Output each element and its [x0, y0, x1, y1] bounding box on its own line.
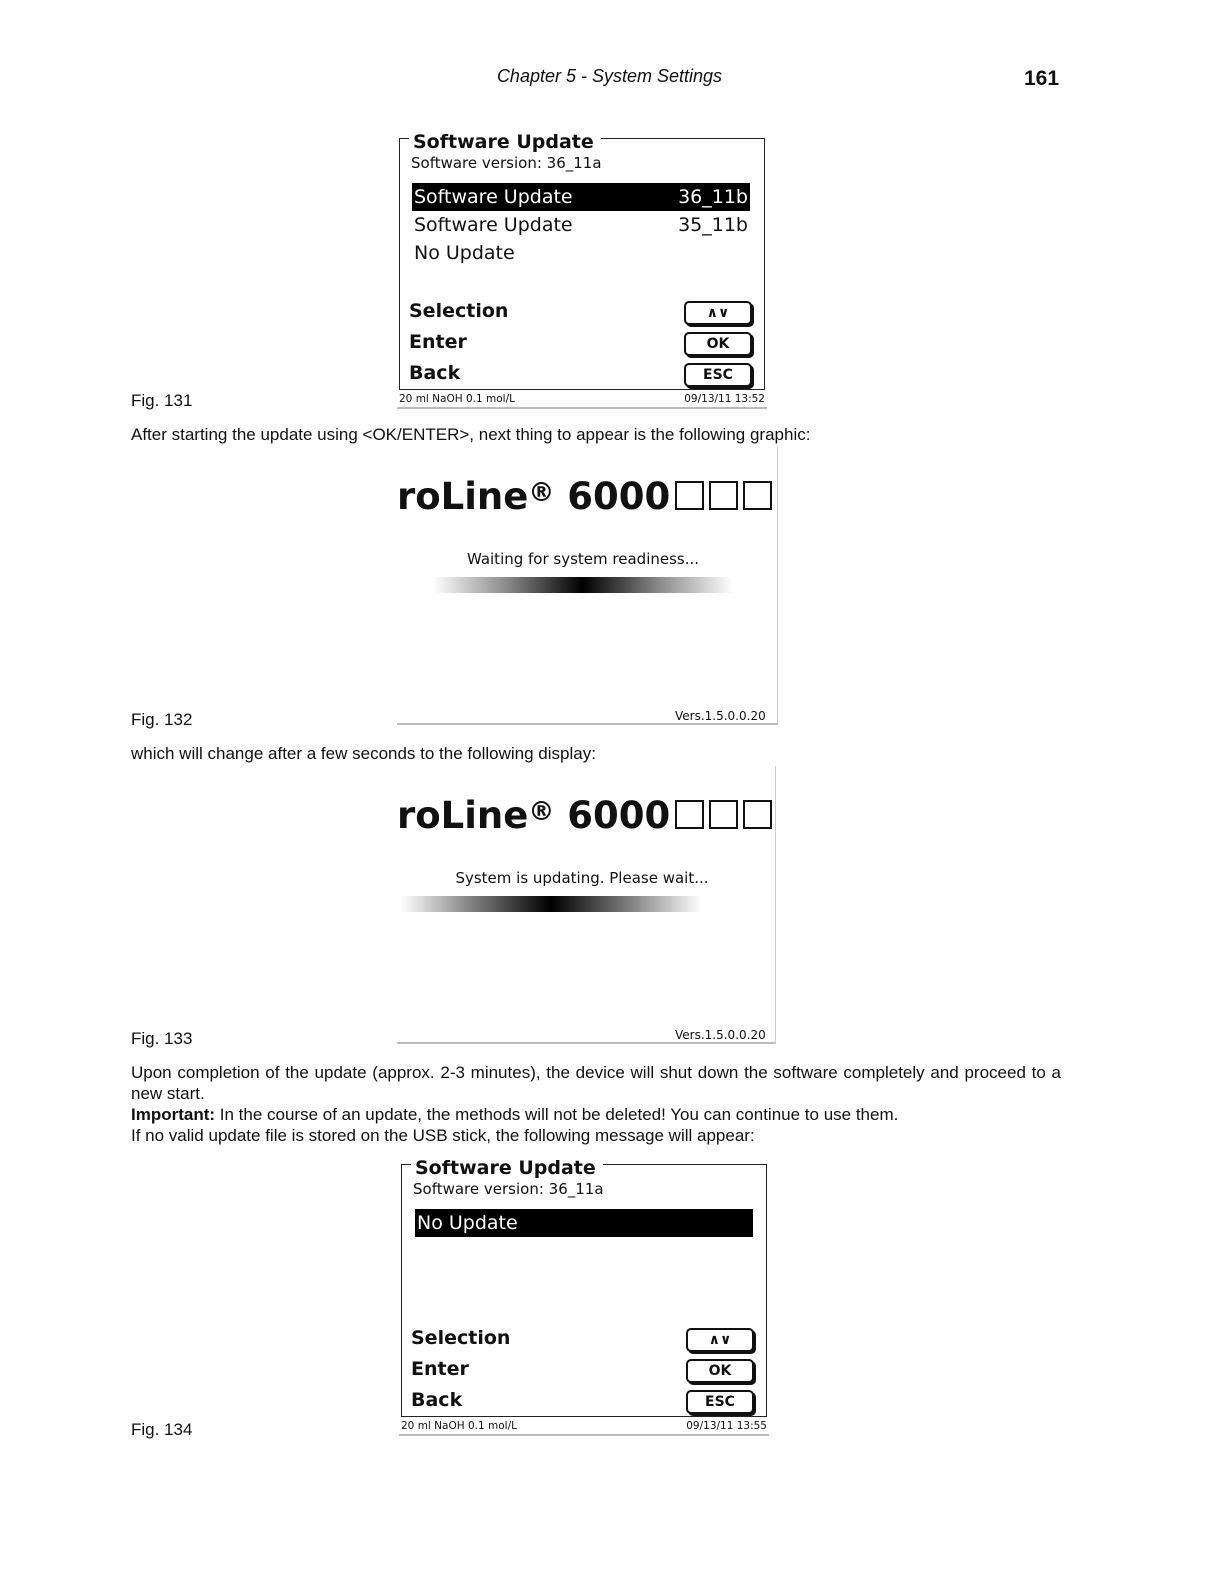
fig131-screen	[397, 128, 769, 410]
fig131-selection-label: Selection	[409, 300, 509, 322]
fig132-underline	[397, 723, 777, 725]
fig133-brand-title	[397, 792, 773, 836]
fig134-list-item-1[interactable]	[415, 1209, 753, 1237]
fig131-up-down-key[interactable]: ∧∨	[684, 301, 752, 325]
fig132-glyph-box	[743, 481, 772, 510]
fig134-esc-key[interactable]: ESC	[686, 1390, 754, 1414]
fig134-screen	[397, 1154, 771, 1438]
paragraph-change-display: which will change after a few seconds to the following display:	[131, 744, 596, 763]
fig134-item-1-label: No Update	[417, 1212, 518, 1234]
paragraph-completion: Upon completion of the update (approx. 2-3 minutes), the device will shut down the software completely and proceed to a new start.	[131, 1063, 1061, 1103]
fig133-glyph-box	[743, 800, 772, 829]
fig134-enter-label: Enter	[411, 1358, 469, 1380]
fig131-software-version: Software version: 36_11a	[411, 154, 602, 172]
paragraph-no-valid-file: If no valid update file is stored on the USB stick, the following message will appear:	[131, 1126, 755, 1145]
fig131-esc-key[interactable]: ESC	[684, 363, 752, 387]
fig133-version: Vers.1.5.0.0.20	[675, 1028, 766, 1042]
fig133-status-message: System is updating. Please wait...	[455, 869, 709, 887]
chapter-header: Chapter 5 - System Settings	[496, 66, 723, 86]
fig131-list-item-3[interactable]	[412, 239, 750, 267]
fig132-glyph-box	[675, 481, 704, 510]
fig131-status-right: 09/13/11 13:52	[684, 393, 765, 405]
fig134-selection-label: Selection	[411, 1327, 511, 1349]
fig134-ok-key[interactable]: OK	[686, 1359, 754, 1383]
fig132-brand-name: roLine	[397, 475, 529, 517]
fig131-caption: Fig. 131	[131, 391, 193, 410]
fig132-caption: Fig. 132	[131, 710, 193, 729]
fig131-status-underline	[397, 407, 767, 409]
fig133-glyph-box	[675, 800, 704, 829]
fig132-status-message: Waiting for system readiness...	[466, 550, 700, 568]
fig133-underline	[397, 1042, 775, 1044]
fig131-enter-label: Enter	[409, 331, 467, 353]
fig133-model-number: 6000	[567, 794, 671, 836]
paragraph-after-start: After starting the update using <OK/ENTER>, next thing to appear is the following graphic:	[131, 425, 811, 444]
fig132-registered-mark: ®	[528, 478, 555, 508]
fig133-glyph-box	[709, 800, 738, 829]
paragraph-important	[131, 1104, 1061, 1125]
fig131-item-3-label: No Update	[414, 242, 515, 264]
fig133-registered-mark: ®	[528, 797, 555, 827]
fig134-status-left: 20 ml NaOH 0.1 mol/L	[401, 1420, 517, 1432]
fig132-brand-title	[397, 473, 775, 517]
fig131-list-item-2[interactable]	[412, 211, 750, 239]
important-label: Important:	[131, 1105, 216, 1124]
fig131-item-2-version: 35_11b	[678, 214, 748, 236]
fig134-back-label: Back	[411, 1389, 463, 1411]
fig131-list-item-1[interactable]	[412, 183, 750, 211]
important-text: In the course of an update, the methods will not be deleted! You can continue to use them.	[215, 1105, 899, 1124]
fig132-right-edge	[777, 447, 778, 725]
fig131-back-label: Back	[409, 362, 461, 384]
fig134-caption: Fig. 134	[131, 1420, 193, 1439]
fig131-ok-key[interactable]: OK	[684, 332, 752, 356]
fig131-item-2-label: Software Update	[414, 214, 573, 236]
fig131-status-left: 20 ml NaOH 0.1 mol/L	[399, 393, 515, 405]
fig131-title: Software Update	[409, 132, 601, 152]
fig133-caption: Fig. 133	[131, 1029, 193, 1048]
fig133-screen	[397, 766, 779, 1046]
page-number: 161	[1024, 67, 1060, 90]
fig134-status-underline	[399, 1434, 769, 1436]
fig134-software-version: Software version: 36_11a	[413, 1180, 604, 1198]
fig134-status-right: 09/13/11 13:55	[686, 1420, 767, 1432]
fig134-title: Software Update	[411, 1158, 603, 1178]
fig132-version: Vers.1.5.0.0.20	[675, 709, 766, 723]
fig133-right-edge	[775, 766, 776, 1044]
fig131-item-1-version: 36_11b	[678, 186, 748, 208]
fig132-progress-bar	[433, 577, 733, 593]
fig131-item-1-label: Software Update	[414, 186, 573, 208]
fig133-brand-name: roLine	[397, 794, 529, 836]
fig133-progress-bar	[401, 896, 701, 912]
fig132-model-number: 6000	[567, 475, 671, 517]
fig132-screen	[397, 447, 779, 727]
fig134-up-down-key[interactable]: ∧∨	[686, 1328, 754, 1352]
fig132-glyph-box	[709, 481, 738, 510]
